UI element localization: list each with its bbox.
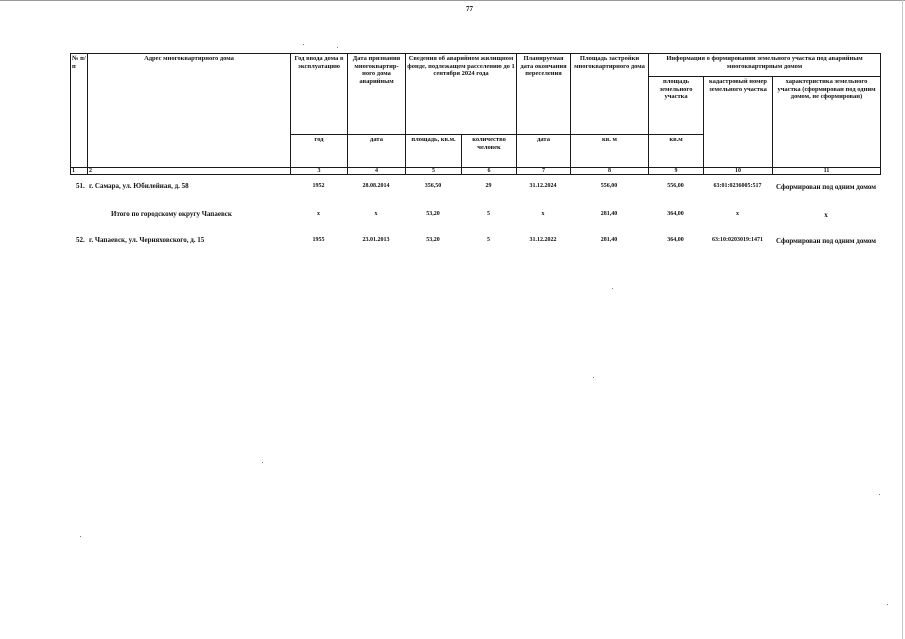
row-people: 29: [485, 183, 492, 189]
header-address: Адрес многоквартирного дома: [88, 54, 291, 168]
scan-speck: [80, 536, 81, 537]
table-row: [70, 237, 880, 257]
scan-speck: [337, 47, 338, 48]
scan-speck: [879, 494, 880, 495]
row-area: 53,20: [426, 237, 440, 243]
unit-people: количество человек: [462, 135, 517, 168]
unit-year: год: [291, 135, 348, 168]
row-year: 1955: [312, 237, 325, 243]
row-people: 5: [487, 237, 490, 243]
row-cadastral: x: [736, 211, 739, 217]
col-number: 6: [462, 168, 517, 175]
header-land-status: характеристика земельного участка (сформирован под одним домом, не сформирован): [773, 77, 881, 168]
unit-area: площадь, кв.м.: [406, 135, 462, 168]
col-number: 5: [406, 168, 462, 175]
col-number: 4: [348, 168, 406, 175]
row-land-status: x: [824, 211, 828, 219]
row-area: 53,20: [426, 211, 440, 217]
row-end-date: 31.12.2022: [529, 237, 557, 243]
unit-land-area: кв.м: [649, 135, 704, 168]
row-land-status: Сформирован под одним домом: [775, 183, 877, 191]
row-date: 23.01.2013: [362, 237, 390, 243]
row-cadastral: 63:01:0236005:517: [713, 183, 762, 189]
header-cadastral: кадастровый номер земельного участка: [704, 77, 773, 168]
housing-table-header: [70, 53, 881, 175]
row-build-area: 281,40: [600, 211, 618, 217]
row-end-date: x: [541, 211, 545, 217]
row-address: Итого по городскому округу Чапаевск: [111, 210, 232, 218]
col-number: 2: [88, 168, 291, 175]
unit-date: дата: [348, 135, 406, 168]
scan-speck: [303, 44, 304, 45]
header-emergency-info: Сведения об аварийном жилищном фонде, подлежащем расселению до 1 сентября 2024 года: [406, 54, 517, 135]
col-number: 7: [517, 168, 571, 175]
row-end-date: 31.12.2024: [529, 183, 557, 189]
row-land-area: 364,00: [667, 211, 684, 217]
right-border: [902, 0, 903, 639]
header-date: Дата признания многоквартир-ного дома аварийным: [348, 54, 406, 135]
col-number: 3: [291, 168, 348, 175]
row-date: x: [374, 211, 378, 217]
page-number: 77: [466, 5, 473, 13]
scan-speck: [262, 462, 263, 463]
row-build-area: 281,40: [600, 237, 618, 243]
row-area: 356,50: [424, 183, 442, 189]
row-people: 5: [487, 211, 490, 217]
header-end-date: Планируемая дата окончания переселения: [517, 54, 571, 135]
col-number: 10: [704, 168, 773, 175]
header-land-area: площадь земельного участка: [649, 77, 704, 135]
row-address: г. Самара, ул. Юбилейная, д. 58: [89, 182, 189, 190]
table-row-subtotal: [70, 211, 880, 231]
row-land-area: 556,00: [667, 183, 684, 189]
unit-end-date: дата: [517, 135, 571, 168]
row-land-area: 364,00: [667, 237, 684, 243]
column-numbers-row: [71, 168, 881, 175]
scan-speck: [593, 377, 594, 378]
header-land-info: Информация о формировании земельного участка под аварийным многоквартирным домом: [649, 54, 881, 77]
header-num: № п/п: [71, 54, 88, 168]
col-number: 9: [649, 168, 704, 175]
col-number: 11: [773, 168, 881, 175]
header-year: Год ввода дома в эксплуатацию: [291, 54, 348, 135]
row-date: 28.08.2014: [362, 183, 390, 189]
scan-speck: [887, 604, 888, 605]
row-number: 52.: [76, 236, 85, 244]
row-year: 1952: [312, 183, 325, 189]
header-build-area: Площадь застройки многоквартирного дома: [571, 54, 649, 135]
table-row: [70, 183, 880, 203]
row-address: г. Чапаевск, ул. Черняховского, д. 15: [89, 236, 205, 244]
unit-build-area: кв. м: [571, 135, 649, 168]
row-year: x: [317, 211, 320, 217]
top-border: [0, 0, 905, 1]
row-cadastral: 63:10:0203019:1471: [712, 237, 763, 243]
row-build-area: 556,00: [600, 183, 618, 189]
col-number: 1: [71, 168, 88, 175]
col-number: 8: [571, 168, 649, 175]
row-number: 51.: [76, 182, 85, 190]
scan-speck: [612, 288, 613, 289]
row-land-status: Сформирован под одним домом: [775, 237, 877, 245]
